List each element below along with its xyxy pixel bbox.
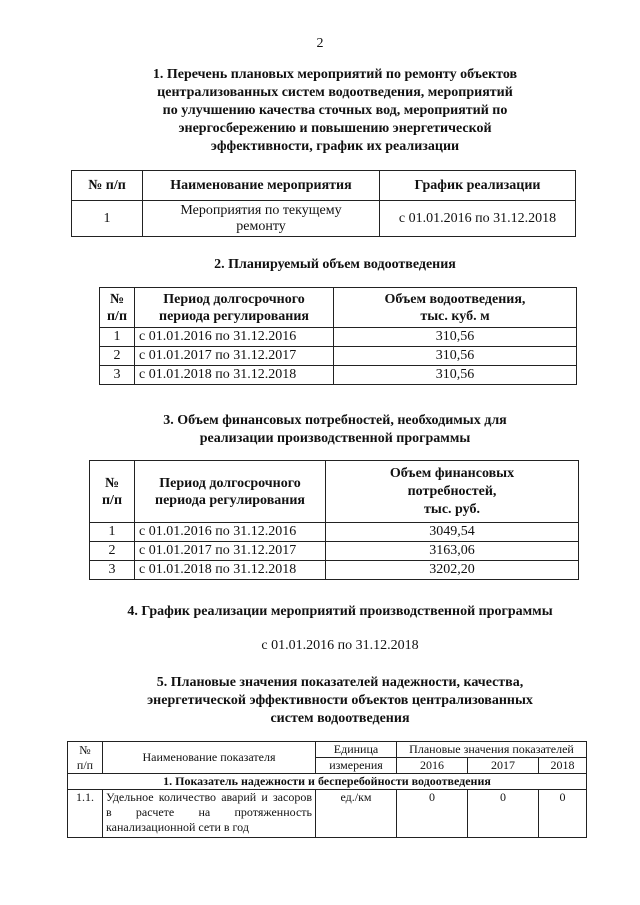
section2-title: 2. Планируемый объем водоотведения	[214, 257, 456, 272]
row-number: 3	[90, 561, 135, 580]
section1-title-line: энергосбережению и повышению энергетической	[178, 121, 492, 136]
row-number: 2	[100, 347, 135, 366]
header-period	[135, 461, 326, 523]
row-period: с 01.01.2016 по 31.12.2016	[135, 328, 334, 347]
section3-table	[89, 460, 579, 580]
header-number: № п/п	[72, 171, 143, 201]
page-number: 2	[316, 36, 324, 51]
row-number: 1	[100, 328, 135, 347]
section1-title	[60, 66, 610, 156]
table-row	[90, 523, 579, 542]
header-value-line: тыс. куб. м	[420, 308, 490, 324]
row-number: 2	[90, 542, 135, 561]
header-number-line: п/п	[76, 757, 94, 772]
section5-title-line: 5. Плановые значения показателей надежности, качества,	[156, 675, 524, 690]
row-period: с 01.01.2018 по 31.12.2018	[135, 561, 326, 580]
table-row	[90, 542, 579, 561]
table-row	[72, 201, 576, 237]
section1-title-line: эффективности, график их реализации	[210, 139, 460, 154]
row-name-line: Мероприятия по текущему	[180, 202, 342, 218]
section3-title-line: 3. Объем финансовых потребностей, необходимых для	[163, 413, 507, 428]
section5-title-line: энергетической эффективности объектов централизованных	[147, 693, 533, 708]
header-number-line: п/п	[101, 492, 123, 508]
row-number: 3	[100, 366, 135, 385]
subsection-title: 1. Показатель надежности и бесперебойности водоотведения	[68, 774, 587, 790]
section4-period: с 01.01.2016 по 31.12.2018	[261, 638, 419, 653]
row-name	[143, 201, 380, 237]
header-period-line: периода регулирования	[159, 308, 309, 324]
row-number: 1.1.	[68, 790, 103, 838]
row-value-2016: 0	[397, 790, 468, 838]
header-period-line: периода регулирования	[155, 492, 305, 508]
section1-table	[71, 170, 576, 237]
table-header-row	[100, 288, 577, 328]
header-year: 2016	[397, 758, 468, 774]
header-number-line: №	[104, 475, 120, 491]
header-value-line: потребностей,	[407, 483, 497, 499]
section5-title	[70, 674, 610, 728]
header-value	[326, 461, 579, 523]
row-value: 3049,54	[326, 523, 579, 542]
row-period: с 01.01.2017 по 31.12.2017	[135, 542, 326, 561]
header-value-line: Объем финансовых	[389, 465, 515, 481]
header-number	[90, 461, 135, 523]
row-name-line: ремонту	[236, 218, 286, 234]
row-number: 1	[90, 523, 135, 542]
row-value: 3163,06	[326, 542, 579, 561]
section1-title-line: по улучшению качества сточных вод, мероприятий по	[162, 103, 508, 118]
row-unit: ед./км	[316, 790, 397, 838]
section1-title-line: централизованных систем водоотведения, мероприятий	[157, 85, 513, 100]
header-year: 2018	[539, 758, 587, 774]
row-number: 1	[72, 201, 143, 237]
header-number-line: №	[79, 742, 91, 757]
table-header-row	[68, 742, 587, 758]
row-value: 3202,20	[326, 561, 579, 580]
table-header-row	[72, 171, 576, 201]
row-period: с 01.01.2016 по 31.12.2016	[135, 523, 326, 542]
table-row	[68, 790, 587, 838]
section2-table	[99, 287, 577, 385]
header-name: Наименование мероприятия	[143, 171, 380, 201]
section3-title-line: реализации производственной программы	[199, 431, 471, 446]
row-period: с 01.01.2016 по 31.12.2018	[380, 201, 576, 237]
header-number	[68, 742, 103, 774]
section4-title: 4. График реализации мероприятий производственной программы	[127, 604, 553, 619]
header-value-line: тыс. руб.	[424, 501, 480, 517]
header-number	[100, 288, 135, 328]
header-period-line: Период долгосрочного	[159, 475, 301, 491]
table-row	[90, 561, 579, 580]
row-indicator-name: Удельное количество аварий и засоров в расчете на протяженность канализационной сети в год	[103, 790, 316, 838]
header-unit: измерения	[316, 758, 397, 774]
header-period	[135, 288, 334, 328]
header-period-line: Период долгосрочного	[163, 291, 305, 307]
table-row	[100, 366, 577, 385]
row-value: 310,56	[334, 347, 577, 366]
header-planned-values: Плановые значения показателей	[397, 742, 587, 758]
header-number-line: п/п	[106, 308, 128, 324]
section1-title-line: 1. Перечень плановых мероприятий по ремонту объектов	[152, 67, 518, 82]
section3-title	[100, 412, 570, 448]
header-value	[334, 288, 577, 328]
header-schedule: График реализации	[380, 171, 576, 201]
row-period: с 01.01.2018 по 31.12.2018	[135, 366, 334, 385]
table-section-row	[68, 774, 587, 790]
header-number-line: №	[109, 291, 125, 307]
row-value-2017: 0	[468, 790, 539, 838]
row-value-2018: 0	[539, 790, 587, 838]
section5-title-line: систем водоотведения	[270, 711, 410, 726]
header-unit: Единица	[316, 742, 397, 758]
header-year: 2017	[468, 758, 539, 774]
row-value: 310,56	[334, 328, 577, 347]
header-value-line: Объем водоотведения,	[384, 291, 526, 307]
row-period: с 01.01.2017 по 31.12.2017	[135, 347, 334, 366]
table-row	[100, 328, 577, 347]
table-row	[100, 347, 577, 366]
table-header-row	[90, 461, 579, 523]
section5-table	[67, 741, 587, 838]
row-value: 310,56	[334, 366, 577, 385]
header-indicator-name: Наименование показателя	[103, 742, 316, 774]
